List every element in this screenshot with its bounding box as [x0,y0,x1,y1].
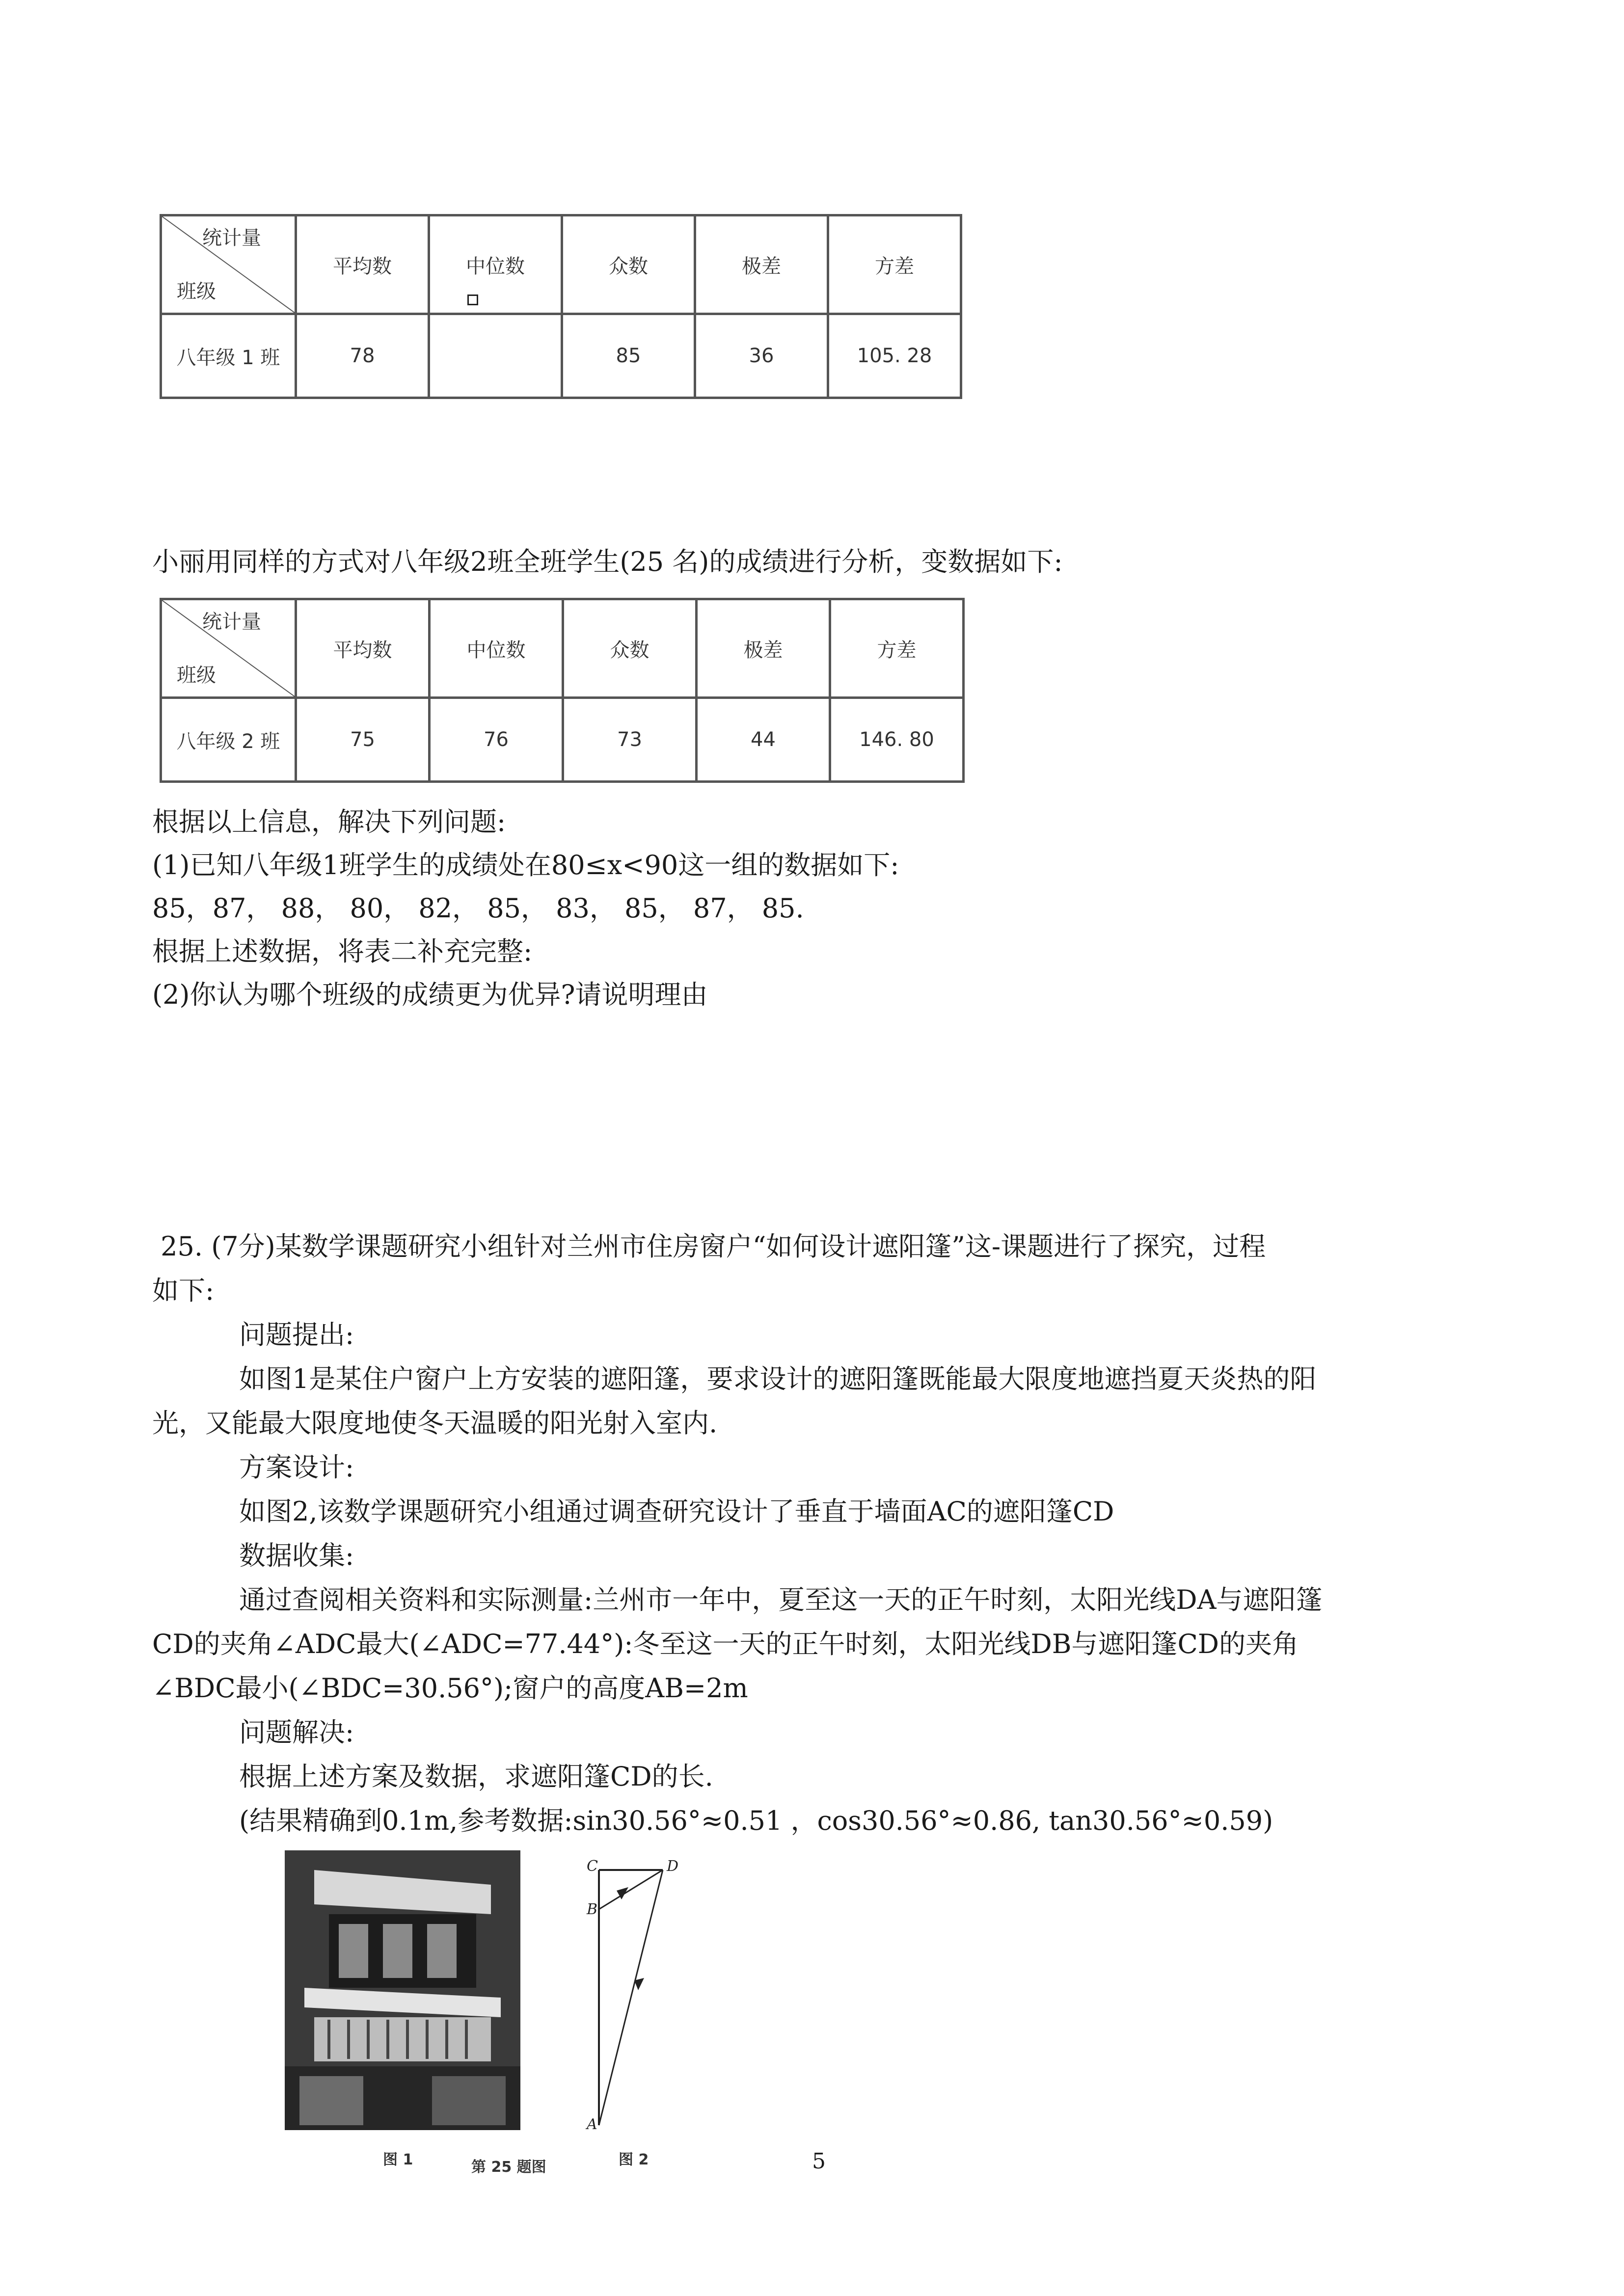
row-label: 八年级 1 班 [161,314,296,398]
table-cell: 85 [562,314,695,398]
q25-line: 如图1是某住户窗户上方安装的遮阳篷，要求设计的遮阳篷既能最大限度地遮挡夏天炎热的阳 [239,1363,1317,1394]
geometry-diagram [589,1860,687,2135]
column-header: 方差 [828,215,961,314]
page-number: 5 [812,2149,826,2174]
q25-line: 方案设计: [239,1452,354,1483]
q25-line: 根据上述方案及数据，求遮阳篷CD的长. [239,1761,713,1792]
column-header: 中位数 [430,599,563,698]
header-class-label: 班级 [177,280,216,303]
table-cell: 76 [430,698,563,782]
label-a: A [587,2116,597,2133]
column-header: 平均数 [296,215,429,314]
q25-line: 如下: [152,1275,215,1306]
table-cell: 36 [695,314,828,398]
label-c: C [587,1858,598,1875]
figure-main-caption: 第 25 题图 [471,2159,546,2176]
column-header: 极差 [697,599,830,698]
q24-line: 根据上述数据，将表二补充完整: [152,936,533,967]
table-corner-cell [161,599,296,698]
q25-line: 数据收集: [239,1540,354,1571]
header-stat-label: 统计量 [202,611,261,633]
figure-25 [285,1841,712,2184]
column-header: 极差 [695,215,828,314]
stats-table-class-2 [160,598,965,783]
q25-line: CD的夹角∠ADC最大(∠ADC=77.44°):冬至这一天的正午时刻，太阳光线DB与遮阳篷CD的夹角 [152,1629,1299,1659]
square-mark-icon [467,294,478,305]
table-cell: 105. 28 [828,314,961,398]
label-b: B [587,1901,598,1918]
q25-line: 问题解决: [239,1717,354,1748]
stats-table-class-1 [160,214,962,399]
column-header: 方差 [830,599,964,698]
q25-line: 问题提出: [239,1319,354,1350]
header-stat-label: 统计量 [202,227,261,249]
q25-line: 25. (7分)某数学课题研究小组针对兰州市住房窗户“如何设计遮阳篷”这-课题进行了探究，过程 [152,1231,1266,1262]
column-header: 众数 [563,599,697,698]
column-header: 众数 [562,215,695,314]
q25-line: 通过查阅相关资料和实际测量:兰州市一年中，夏至这一天的正午时刻，太阳光线DA与遮阳篷 [239,1584,1323,1615]
q25-line: ∠BDC最小(∠BDC=30.56°);窗户的高度AB=2m [152,1673,748,1704]
building-illustration [285,1850,520,2130]
q25-line: (结果精确到0.1m,参考数据:sin30.56°≈0.51 ，cos30.56°≈0.86, tan30.56°≈0.59) [239,1805,1273,1836]
column-header: 平均数 [296,599,430,698]
table-cell: 75 [296,698,430,782]
figure-2-caption: 图 2 [619,2151,649,2168]
median-blank-cell [429,314,562,398]
q25-line: 如图2,该数学课题研究小组通过调查研究设计了垂直于墙面AC的遮阳篷CD [239,1496,1114,1527]
q24-line: (1)已知八年级1班学生的成绩处在80≤x<90这一组的数据如下: [152,850,899,881]
column-header: 中位数 [429,215,562,314]
q24-line: (2)你认为哪个班级的成绩更为优异?请说明理由 [152,979,708,1010]
intro-class-2: 小丽用同样的方式对八年级2班全班学生(25 名)的成绩进行分析，变数据如下: [152,546,1063,577]
table-cell: 146. 80 [830,698,964,782]
building-photo [285,1850,520,2130]
q24-line: 根据以上信息，解决下列问题: [152,806,506,837]
figure-1-caption: 图 1 [383,2151,413,2168]
label-d: D [667,1858,679,1875]
table-cell: 73 [563,698,697,782]
q24-line: 85，87， 88， 80， 82， 85， 83， 85， 87， 85. [152,893,804,924]
table-corner-cell [161,215,296,314]
header-class-label: 班级 [177,664,216,687]
row-label: 八年级 2 班 [161,698,296,782]
table-cell: 78 [296,314,429,398]
q25-line: 光，又能最大限度地使冬天温暖的阳光射入室内. [152,1408,718,1439]
table-cell: 44 [697,698,830,782]
